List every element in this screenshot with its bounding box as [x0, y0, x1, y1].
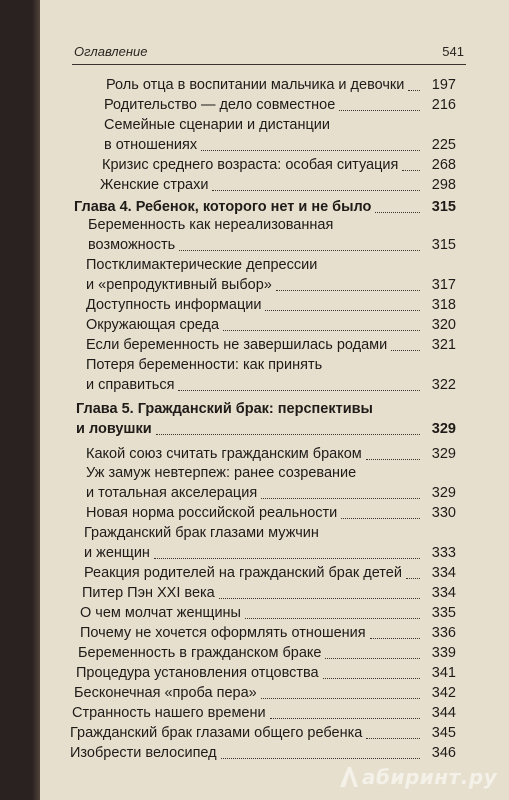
toc-entry-title-line: и справиться: [86, 377, 175, 393]
toc-page-number: 342: [431, 685, 456, 701]
toc-entry-title-line: Реакция родителей на гражданский брак детей: [84, 565, 402, 581]
toc-page-number: 334: [431, 565, 456, 581]
toc-entry-title-line: Уж замуж невтерпеж: ранее созревание: [86, 465, 357, 481]
toc-entry: [86, 464, 456, 504]
toc-page-number: 268: [431, 157, 456, 173]
dot-leader: [370, 638, 420, 639]
toc-entry-title-line: Роль отца в воспитании мальчика и девочки: [106, 77, 405, 93]
toc-entry: [88, 216, 456, 256]
toc-page-number: 216: [431, 97, 456, 113]
toc-entry-title-line: Почему не хочется оформлять отношения: [80, 625, 366, 641]
toc-entry-title-line: и «репродуктивный выбор»: [86, 277, 272, 293]
toc-entry-title-line: Гражданский брак глазами мужчин: [84, 525, 319, 541]
dot-leader: [201, 150, 420, 151]
toc-entry: [84, 524, 456, 564]
toc-page-number: 330: [431, 505, 456, 521]
toc-page-number: 346: [431, 745, 456, 761]
toc-entry-title-line: Новая норма российской реальности: [86, 505, 338, 521]
dot-leader: [341, 518, 420, 519]
toc-entry-title-line: Беременность как нереализованная: [88, 217, 334, 233]
toc-entry: [104, 116, 456, 156]
toc-entry-title-line: Беременность в гражданском браке: [78, 645, 322, 661]
toc-page-number: 341: [431, 665, 456, 681]
dot-leader: [366, 738, 420, 739]
toc-page-number: 339: [431, 645, 456, 661]
watermark-text: абиринт.ру: [362, 765, 498, 789]
dot-leader: [245, 618, 420, 619]
dot-leader: [375, 212, 420, 213]
running-head-title: Оглавление: [74, 44, 148, 59]
toc-entry-title-line: Кризис среднего возраста: особая ситуация: [102, 157, 399, 173]
toc-entry-title-line: Окружающая среда: [86, 317, 220, 333]
toc-entry: [86, 256, 456, 296]
toc-entry: [86, 445, 456, 465]
toc-entry: [80, 624, 456, 644]
toc-entry-title-line: Постклимактерические депрессии: [86, 257, 318, 273]
running-head-page-number: 541: [442, 44, 464, 59]
toc-entry: [104, 96, 456, 116]
toc-entry-title-line: Бесконечная «проба пера»: [74, 685, 257, 701]
dot-leader: [212, 190, 420, 191]
toc-entry-title-line: Какой союз считать гражданским браком: [86, 446, 362, 462]
toc-entry-title-line: Семейные сценарии и дистанции: [104, 117, 331, 133]
dot-leader: [366, 459, 420, 460]
dot-leader: [223, 330, 420, 331]
toc-entry-title-line: Если беременность не завершилась родами: [86, 337, 388, 353]
toc-page-number: 298: [431, 177, 456, 193]
toc-entry-title-line: и женщин: [84, 545, 150, 561]
toc-entry-title-line: в отношениях: [104, 137, 198, 153]
toc-page-number: 321: [431, 337, 456, 353]
toc-page-number: 322: [431, 377, 456, 393]
dot-leader: [270, 718, 420, 719]
dot-leader: [391, 350, 420, 351]
toc-page-number: 329: [431, 446, 456, 462]
dot-leader: [408, 90, 420, 91]
toc-page-number: 225: [431, 137, 456, 153]
dot-leader: [156, 434, 420, 435]
header-rule: [72, 64, 466, 65]
toc-page-number: 334: [431, 585, 456, 601]
toc-entry-title-line: Доступность информации: [86, 297, 262, 313]
dot-leader: [261, 498, 420, 499]
toc-page-number: 329: [431, 421, 456, 437]
toc-entry: [86, 316, 456, 336]
dot-leader: [179, 250, 420, 251]
dot-leader: [325, 658, 420, 659]
toc-entry: [70, 744, 456, 764]
toc-entry-title-line: Потеря беременности: как принять: [86, 357, 323, 373]
toc-entry: [76, 664, 456, 684]
toc-page-number: 329: [431, 485, 456, 501]
toc-chapter-entry: [76, 400, 456, 440]
dot-leader: [323, 678, 420, 679]
toc-entry-title-line: Питер Пэн XXI века: [82, 585, 215, 601]
running-head: [74, 44, 464, 64]
toc-page-number: 197: [431, 77, 456, 93]
toc-page-number: 344: [431, 705, 456, 721]
toc-entry-title-line: и тотальная акселерация: [86, 485, 258, 501]
toc-entry-title-line: Глава 5. Гражданский брак: перспективы: [76, 401, 373, 417]
toc-entry: [74, 684, 456, 704]
toc-chapter-entry: [74, 198, 456, 218]
toc-page-number: 336: [431, 625, 456, 641]
labirint-logo-icon: [338, 765, 360, 789]
toc-page-number: 317: [431, 277, 456, 293]
toc-page-number: 345: [431, 725, 456, 741]
toc-entry: [102, 156, 456, 176]
toc-entry-title-line: О чем молчат женщины: [80, 605, 241, 621]
toc-page-number: 320: [431, 317, 456, 333]
toc-entry-title-line: Глава 4. Ребенок, которого нет и не было: [74, 199, 372, 215]
toc-page-number: 315: [431, 237, 456, 253]
toc-entry: [78, 644, 456, 664]
dot-leader: [221, 758, 420, 759]
toc-entry-title-line: Родительство — дело совместное: [104, 97, 336, 113]
dot-leader: [178, 390, 420, 391]
toc-entry: [70, 724, 456, 744]
toc-entry: [82, 584, 456, 604]
toc-entry-title-line: Гражданский брак глазами общего ребенка: [70, 725, 363, 741]
toc-page-number: 318: [431, 297, 456, 313]
toc-entry-title-line: Изобрести велосипед: [70, 745, 217, 761]
dot-leader: [265, 310, 420, 311]
dot-leader: [276, 290, 420, 291]
dot-leader: [402, 170, 420, 171]
dot-leader: [154, 558, 420, 559]
toc-entry: [86, 504, 456, 524]
toc-page-number: 335: [431, 605, 456, 621]
toc-entry: [86, 336, 456, 356]
toc-page-number: 315: [431, 199, 456, 215]
dot-leader: [339, 110, 420, 111]
dot-leader: [219, 598, 420, 599]
dot-leader: [406, 578, 420, 579]
toc-entry-title-line: Процедура установления отцовства: [76, 665, 319, 681]
toc-entry-title-line: Странность нашего времени: [72, 705, 266, 721]
toc-entry: [106, 76, 456, 96]
toc-entry-title-line: Женские страхи: [100, 177, 209, 193]
toc-entry: [86, 296, 456, 316]
toc-entry: [84, 564, 456, 584]
toc-entry: [86, 356, 456, 396]
toc-page-number: 333: [431, 545, 456, 561]
dot-leader: [261, 698, 420, 699]
toc-entry: [80, 604, 456, 624]
toc-entry-title-line: и ловушки: [76, 421, 152, 437]
toc-entry-title-line: возможность: [88, 237, 176, 253]
toc-entry: [72, 704, 456, 724]
toc-entry: [100, 176, 456, 196]
